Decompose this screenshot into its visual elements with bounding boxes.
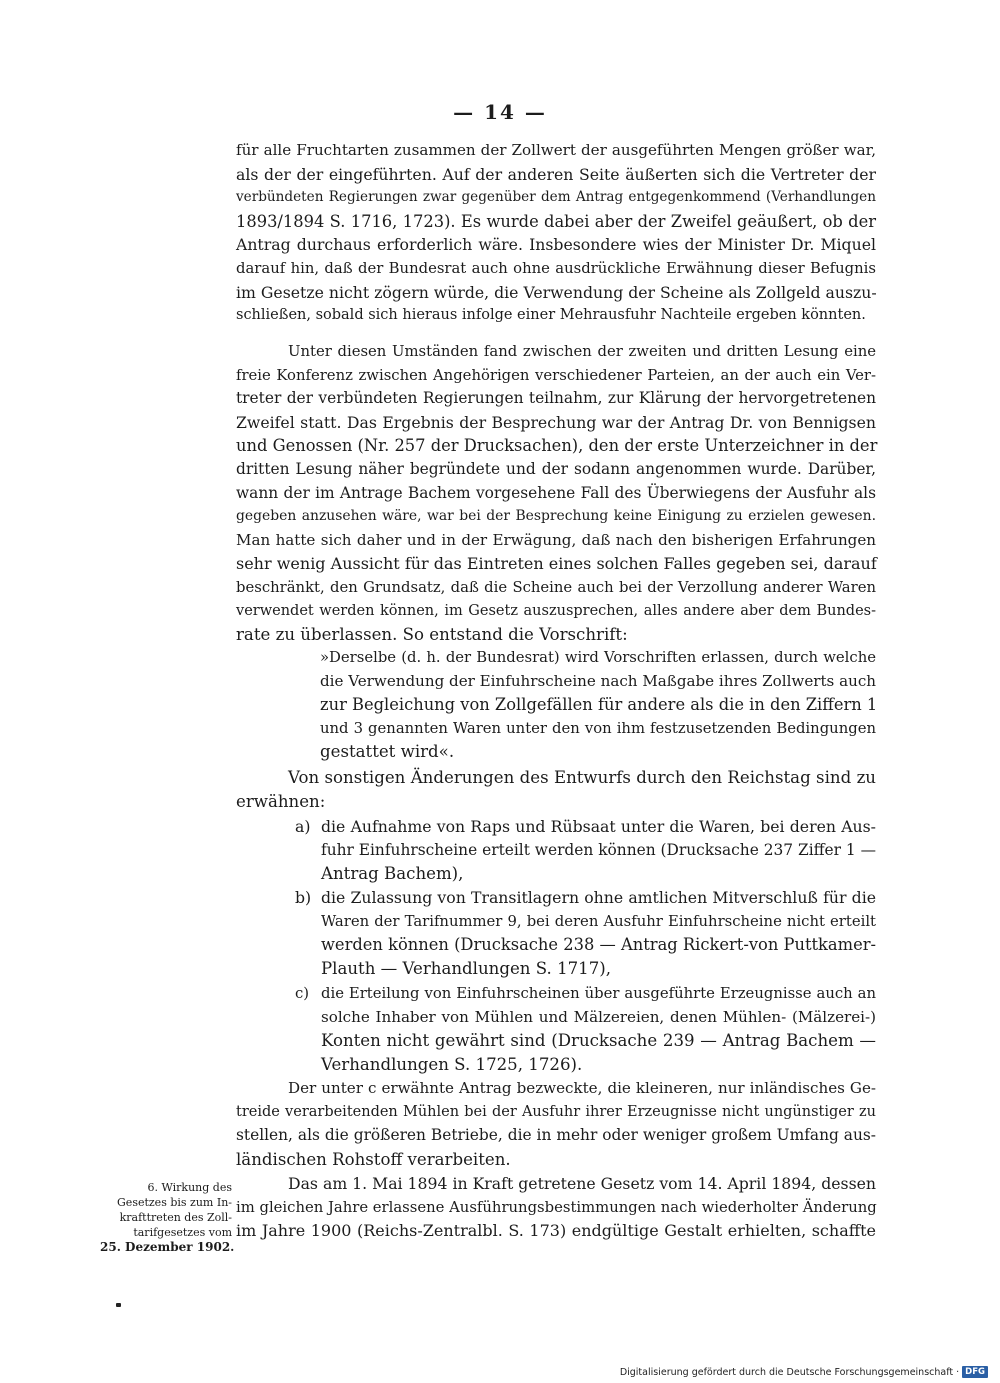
text-line: als der der eingeführten. Auf der anderen Seite äußerten sich die Vertreter der <box>236 164 876 184</box>
list-item-b <box>295 886 876 980</box>
paragraph-2 <box>236 340 876 647</box>
text-line: Antrag durchaus erforderlich wäre. Insbesondere wies der Minister Dr. Miquel <box>236 235 876 255</box>
text-line: Man hatte sich daher und in der Erwägung, daß nach den bisherigen Erfahrungen <box>236 530 876 549</box>
quote-line: gestattet wird«. <box>320 742 455 762</box>
text-line: darauf hin, daß der Bundesrat auch ohne ausdrückliche Erwähnung dieser Befugnis <box>236 259 876 277</box>
list-item-line <box>295 815 876 839</box>
quote-line: zur Begleichung von Zollgefällen für andere als die in den Ziffern 1 <box>320 695 878 715</box>
text-line: 1893/1894 S. 1716, 1723). Es wurde dabei aber der Zweifel geäußert, ob der <box>236 211 876 231</box>
text-line: Der unter c erwähnte Antrag bezweckte, die kleineren, nur inländisches Ge- <box>288 1079 876 1097</box>
text-line: im gleichen Jahre erlassene Ausführungsbestimmungen nach wiederholter Änderung <box>236 1198 877 1216</box>
list-item-line: Konten nicht gewährt sind (Drucksache 239 — Antrag Bachem — <box>321 1031 876 1051</box>
list-label: b) <box>295 888 312 907</box>
dfg-logo: DFG <box>962 1366 988 1378</box>
margin-note-line: 6. Wirkung des <box>147 1181 232 1194</box>
list-item-c <box>295 982 876 1076</box>
paragraph-5 <box>236 1172 876 1243</box>
list-item-line: fuhr Einfuhrscheine erteilt werden können (Drucksache 237 Ziffer 1 — <box>321 840 876 859</box>
list-item-line: Antrag Bachem), <box>321 864 464 884</box>
margin-note-line: tarifgesetzes vom <box>133 1226 232 1239</box>
quote-line: und 3 genannten Waren unter den von ihm festzusetzenden Bedingungen <box>320 719 876 737</box>
text-line: Zweifel statt. Das Ergebnis der Besprechung war der Antrag Dr. von Bennigsen <box>236 412 876 432</box>
text-line: und Genossen (Nr. 257 der Drucksachen), den der erste Unterzeichner in der <box>236 436 878 456</box>
text-line: treter der verbündeten Regierungen teilnahm, zur Klärung der hervorgetretenen <box>236 389 876 408</box>
margin-note-line: krafttreten des Zoll- <box>119 1211 232 1224</box>
margin-note <box>100 1180 235 1255</box>
text-line: für alle Fruchtarten zusammen der Zollwert der ausgeführten Mengen größer war, <box>236 141 876 159</box>
list-item-a <box>295 815 876 886</box>
text-line: im Jahre 1900 (Reichs-Zentralbl. S. 173) endgültige Gestalt erhielten, schaffte <box>236 1221 876 1241</box>
footer-credit: Digitalisierung gefördert durch die Deutsche Forschungsgemeinschaft <box>619 1366 954 1378</box>
text-line: beschränkt, den Grundsatz, daß die Scheine auch bei der Verzollung anderer Waren <box>236 578 876 596</box>
list-item-line: Waren der Tarifnummer 9, bei deren Ausfuhr Einfuhrscheine nicht erteilt <box>321 912 876 930</box>
text-line: ländischen Rohstoff verarbeiten. <box>236 1149 511 1169</box>
paragraph-4 <box>236 1077 876 1171</box>
list-text: die Aufnahme von Raps und Rübsaat unter die Waren, bei deren Aus- <box>321 817 876 836</box>
list-item-line: Plauth — Verhandlungen S. 1717), <box>321 958 612 978</box>
text-line: dritten Lesung näher begründete und der sodann angenommen wurde. Darüber, <box>236 459 876 478</box>
list-text: die Zulassung von Transitlagern ohne amtlichen Mitverschluß für die <box>321 888 876 907</box>
text-line: treide verarbeitenden Mühlen bei der Ausfuhr ihrer Erzeugnisse nicht ungünstiger zu <box>236 1103 876 1120</box>
text-line: wann der im Antrage Bachem vorgesehene Fall des Überwiegens der Ausfuhr als <box>236 483 876 502</box>
list-item-line <box>295 982 876 1006</box>
text-line: gegeben anzusehen wäre, war bei der Besprechung keine Einigung zu erzielen gewesen. <box>236 508 876 525</box>
margin-note-line: Gesetzes bis zum In- <box>117 1196 232 1209</box>
text-line: rate zu überlassen. So entstand die Vorschrift: <box>236 625 628 645</box>
text-line: schließen, sobald sich hieraus infolge einer Mehrausfuhr Nachteile ergeben könnten. <box>236 307 866 324</box>
margin-note-line: 25. Dezember 1902. <box>100 1240 235 1254</box>
text-line: Das am 1. Mai 1894 in Kraft getretene Gesetz vom 14. April 1894, dessen <box>288 1174 877 1193</box>
paragraph-3 <box>236 766 876 813</box>
text-line: verbündeten Regierungen zwar gegenüber dem Antrag entgegenkommend (Verhandlungen <box>236 189 876 206</box>
ink-spot <box>116 1303 121 1307</box>
footer-separator: · <box>956 1366 960 1378</box>
list-item-line: werden können (Drucksache 238 — Antrag Rickert-von Puttkamer- <box>321 935 876 955</box>
text-line: Von sonstigen Änderungen des Entwurfs durch den Reichstag sind zu <box>288 768 876 787</box>
quote-line: »Derselbe (d. h. der Bundesrat) wird Vorschriften erlassen, durch welche <box>320 649 876 666</box>
text-line: Unter diesen Umständen fand zwischen der zweiten und dritten Lesung eine <box>288 343 876 360</box>
text-line: erwähnen: <box>236 791 326 811</box>
text-line: stellen, als die größeren Betriebe, die in mehr oder weniger großem Umfang aus- <box>236 1126 876 1145</box>
paragraph-1 <box>236 139 876 328</box>
list-label: a) <box>295 817 311 836</box>
text-line: sehr wenig Aussicht für das Eintreten eines solchen Falles gegeben sei, darauf <box>236 554 877 574</box>
digitization-footer <box>620 1366 988 1378</box>
quote-line: die Verwendung der Einfuhrscheine nach Maßgabe ihres Zollwerts auch <box>320 671 876 690</box>
text-line: freie Konferenz zwischen Angehörigen verschiedener Parteien, an der auch ein Ver- <box>236 366 876 384</box>
page-number: — 14 — <box>453 100 547 124</box>
text-line: verwendet werden können, im Gesetz auszusprechen, alles andere aber dem Bundes- <box>236 602 876 619</box>
text-line: im Gesetze nicht zögern würde, die Verwendung der Scheine als Zollgeld auszu- <box>236 282 877 302</box>
quoted-regulation <box>320 646 876 764</box>
list-label: c) <box>295 985 310 1002</box>
list-item-line: Verhandlungen S. 1725, 1726). <box>321 1054 583 1074</box>
list-item-line <box>295 886 876 910</box>
list-item-line: solche Inhaber von Mühlen und Mälzereien, denen Mühlen- (Mälzerei-) <box>321 1007 876 1026</box>
list-text: die Erteilung von Einfuhrscheinen über ausgeführte Erzeugnisse auch an <box>321 985 876 1002</box>
